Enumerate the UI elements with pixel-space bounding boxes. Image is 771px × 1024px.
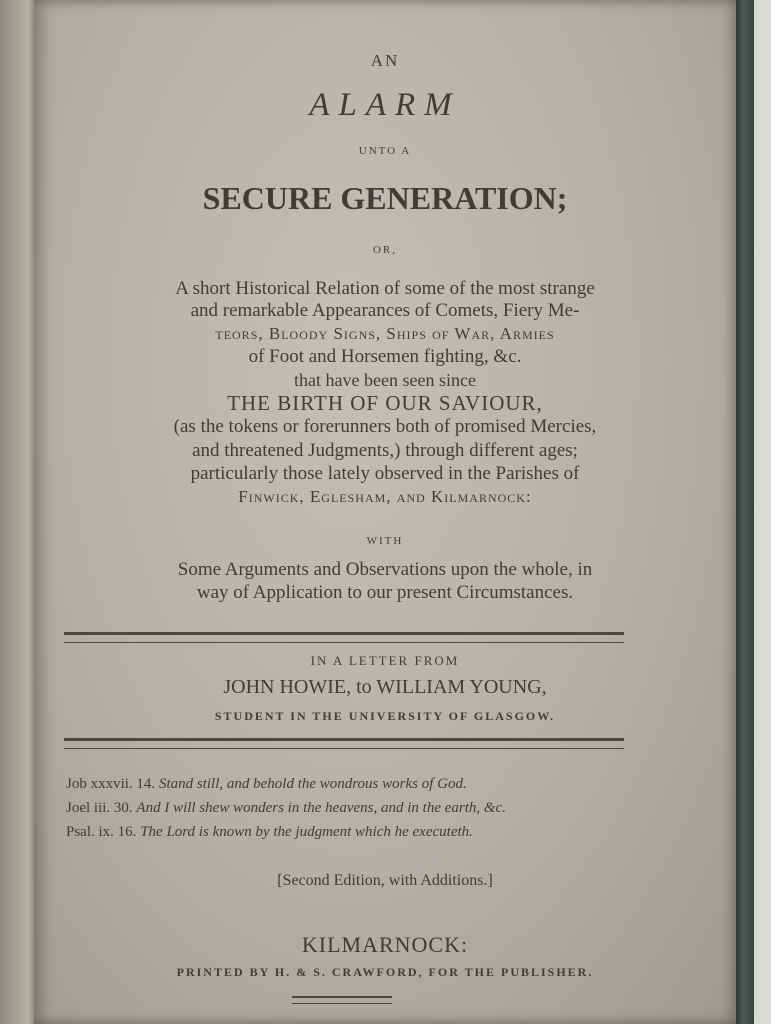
scripture-quote bbox=[66, 777, 686, 792]
description-line: particularly those lately observed in the Parishes of bbox=[190, 463, 580, 484]
double-rule bbox=[64, 738, 624, 749]
imprint-printer: PRINTED BY H. & S. CRAWFORD, FOR THE PUBLISHER. bbox=[176, 965, 594, 979]
background-surface bbox=[754, 0, 771, 1024]
arguments-line: way of Application to our present Circumstances. bbox=[196, 582, 574, 603]
description-line: that have been seen since bbox=[294, 370, 476, 390]
student-line: STUDENT IN THE UNIVERSITY OF GLASGOW. bbox=[214, 709, 556, 723]
title-secure-generation: SECURE GENERATION; bbox=[202, 180, 568, 216]
scripture-reference: Job xxxvii. 14. bbox=[66, 776, 156, 792]
scripture-reference: Psal. ix. 16. bbox=[66, 824, 137, 840]
scripture-text: And I will shew wonders in the heavens, and in the earth, &c. bbox=[136, 800, 506, 816]
imprint-place: KILMARNOCK: bbox=[301, 932, 469, 957]
parishes-line: Finwick, Eglesham, and Kilmarnock: bbox=[238, 487, 532, 506]
words-unto-a: UNTO A bbox=[358, 145, 412, 157]
double-rule bbox=[64, 632, 624, 643]
description-line: and remarkable Appearances of Comets, Fiery Me- bbox=[190, 300, 580, 321]
book-cover-edge bbox=[736, 0, 754, 1024]
short-rule bbox=[292, 996, 392, 1004]
scripture-text: Stand still, and behold the wondrous works of God. bbox=[158, 776, 467, 792]
scripture-quote bbox=[66, 801, 686, 816]
birth-of-our-saviour: THE BIRTH OF OUR SAVIOUR, bbox=[227, 391, 543, 415]
scripture-quote bbox=[66, 825, 686, 840]
arguments-line: Some Arguments and Observations upon the whole, in bbox=[177, 559, 593, 580]
description-line: and threatened Judgments,) through different ages; bbox=[192, 440, 578, 461]
word-with: WITH bbox=[366, 535, 404, 547]
description-line: of Foot and Horsemen fighting, &c. bbox=[248, 346, 522, 367]
edition-note: [Second Edition, with Additions.] bbox=[277, 872, 493, 889]
word-an: AN bbox=[370, 51, 400, 70]
title-alarm: ALARM bbox=[309, 87, 461, 123]
scripture-text: The Lord is known by the judgment which he executeth. bbox=[140, 824, 473, 840]
description-line: (as the tokens or forerunners both of promised Mercies, bbox=[173, 416, 597, 437]
description-line: A short Historical Relation of some of the most strange bbox=[175, 278, 595, 299]
word-or: OR, bbox=[372, 244, 398, 256]
letter-intro: IN A LETTER FROM bbox=[310, 653, 460, 668]
scripture-reference: Joel iii. 30. bbox=[66, 800, 133, 816]
letter-names: JOHN HOWIE, to WILLIAM YOUNG, bbox=[223, 676, 547, 698]
description-line: teors, Bloody Signs, Ships of War, Armies bbox=[215, 324, 555, 343]
